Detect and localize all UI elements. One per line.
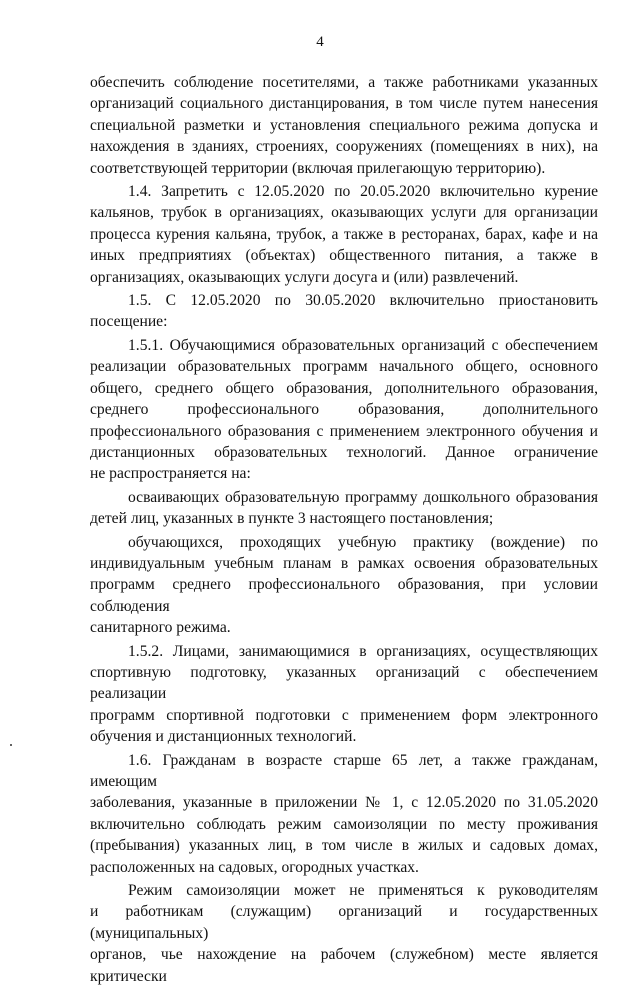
text-line: и работникам (служащим) организаций и государственных (муниципальных) bbox=[90, 903, 598, 942]
text-line: специальной разметки и установления специального режима допуска и bbox=[90, 116, 598, 134]
text-line: органов, чье нахождение на рабочем (служебном) месте является критически bbox=[90, 946, 598, 985]
text-line: 1.5.1. Обучающимися образовательных организаций с обеспечением bbox=[128, 336, 598, 354]
text-line: индивидуальным учебным планам в рамках освоения образовательных bbox=[90, 554, 598, 572]
paragraph-self-isolation-exception bbox=[90, 880, 598, 987]
text-line: среднего профессионального образования, дополнительного bbox=[90, 401, 598, 419]
text-line: иных предприятиях (объектах) общественного питания, а также в bbox=[90, 247, 598, 265]
document-body bbox=[90, 72, 598, 989]
text-line: 1.5. С 12.05.2020 по 30.05.2020 включительно приостановить bbox=[128, 292, 598, 310]
text-line: посещение: bbox=[90, 313, 168, 331]
paragraph-practice bbox=[90, 532, 598, 639]
text-line: дистанционных образовательных технологий. Данное ограничение bbox=[90, 443, 598, 461]
text-line: заболевания, указанные в приложении № 1, с 12.05.2020 по 31.05.2020 bbox=[90, 794, 598, 812]
text-line: кальянов, трубок в организациях, оказывающих услуги для организации bbox=[90, 204, 598, 222]
text-line: процесса курения кальяна, трубок, а также в ресторанах, барах, кафе и на bbox=[90, 225, 598, 243]
page-number: 4 bbox=[316, 34, 324, 50]
text-line: профессионального образования с применением электронного обучения и bbox=[90, 422, 598, 440]
text-line: санитарного режима. bbox=[90, 619, 231, 637]
text-line: обучающихся, проходящих учебную практику (вождение) по bbox=[128, 533, 598, 551]
text-line: обучения и дистанционных технологий. bbox=[90, 728, 357, 746]
text-line: 1.5.2. Лицами, занимающимися в организациях, осуществляющих bbox=[128, 642, 598, 660]
text-line: общего, среднего общего образования, дополнительного образования, bbox=[90, 379, 598, 397]
text-line: (пребывания) указанных лиц, в том числе в жилых и садовых домах, bbox=[90, 837, 598, 855]
paragraph-1-4 bbox=[90, 181, 598, 288]
text-line: 1.4. Запретить с 12.05.2020 по 20.05.2020 включительно курение bbox=[128, 183, 598, 201]
paragraph-1-6 bbox=[90, 750, 598, 878]
text-line: осваивающих образовательную программу дошкольного образования bbox=[128, 488, 598, 506]
scan-speck bbox=[10, 744, 12, 746]
paragraph-distancing bbox=[90, 72, 598, 179]
text-line: обеспечить соблюдение посетителями, а также работниками указанных bbox=[90, 74, 598, 91]
text-line: программ среднего профессионального образования, при условии соблюдения bbox=[90, 576, 598, 615]
text-line: нахождения в зданиях, строениях, сооружениях (помещениях в них), на bbox=[90, 138, 598, 156]
text-line: организациях, оказывающих услуги досуга и (или) развлечений. bbox=[90, 268, 519, 286]
text-line: спортивную подготовку, указанных организаций с обеспечением реализации bbox=[90, 663, 598, 703]
paragraph-1-5-2 bbox=[90, 641, 598, 748]
text-line: соответствующей территории (включая прилегающую территорию). bbox=[90, 159, 546, 177]
text-line: программ спортивной подготовки с применением форм электронного bbox=[90, 706, 598, 724]
text-line: реализации образовательных программ начального общего, основного bbox=[90, 358, 598, 376]
text-line: детей лиц, указанных в пункте 3 настоящего постановления; bbox=[90, 510, 494, 528]
text-line: расположенных на садовых, огородных участках. bbox=[90, 858, 419, 876]
text-line: включительно соблюдать режим самоизоляции по месту проживания bbox=[90, 815, 598, 833]
text-line: не распространяется на: bbox=[90, 465, 251, 483]
paragraph-1-5 bbox=[90, 290, 598, 333]
text-line: организаций социального дистанцирования, в том числе путем нанесения bbox=[90, 95, 598, 113]
paragraph-preschool bbox=[90, 487, 598, 530]
text-line: 1.6. Гражданам в возрасте старше 65 лет, а также гражданам, имеющим bbox=[90, 751, 598, 790]
text-line: Режим самоизоляции может не применяться к руководителям bbox=[128, 882, 598, 900]
paragraph-1-5-1 bbox=[90, 335, 598, 485]
